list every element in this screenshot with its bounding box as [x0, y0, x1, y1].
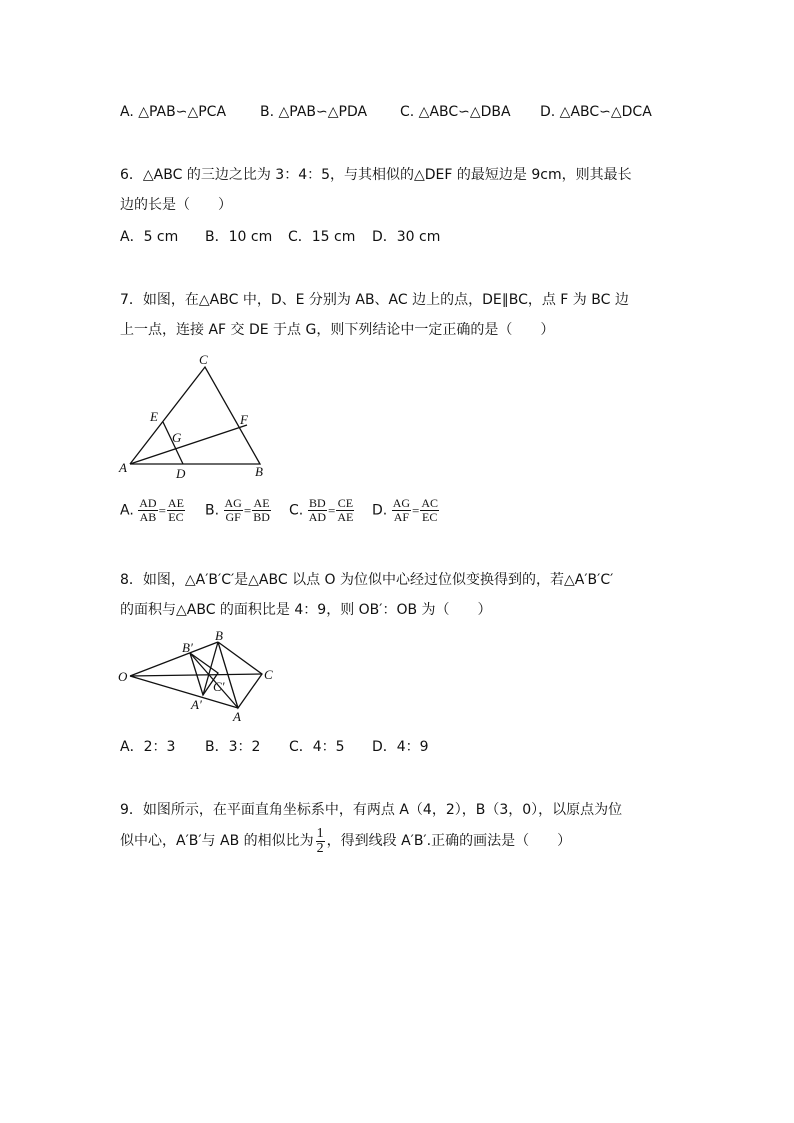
q6-text-line1: 6．△ABC 的三边之比为 3：4：5，与其相似的△DEF 的最短边是 9cm，则其最长: [120, 167, 632, 183]
half-fraction: $\frac{1}{2}$: [316, 825, 324, 856]
q6-option-c: C．15 cm: [288, 229, 356, 245]
q7-option-c: C. $\frac{BD}{AD}$ = $\frac{CE}{AE}$: [289, 496, 354, 524]
label-c: C: [199, 352, 208, 367]
q5-option-c: C. △ABC∽△DBA: [400, 104, 511, 120]
label-a-prime: A′: [191, 697, 202, 712]
label-b: B: [215, 628, 223, 643]
q7-option-d: D. $\frac{AG}{AF}$ = $\frac{AC}{EC}$: [372, 496, 439, 524]
label-g: G: [172, 430, 182, 445]
label-o: O: [118, 669, 128, 684]
segment-af: [130, 425, 247, 464]
q6-option-d: D．30 cm: [372, 229, 441, 245]
label-e: E: [150, 409, 158, 424]
q8-text-line2: 的面积与△ABC 的面积比是 4：9，则 OB′：OB 为（ ）: [120, 602, 492, 618]
label-b-prime: B′: [182, 640, 193, 655]
q5-option-a: A. △PAB∽△PCA: [120, 104, 227, 120]
q6-option-a: A．5 cm: [120, 229, 179, 245]
q8-text-line1: 8．如图，△A′B′C′是△ABC 以点 O 为位似中心经过位似变换得到的，若△A′B′C′: [120, 572, 614, 588]
q9-text-line1: 9．如图所示，在平面直角坐标系中，有两点 A（4，2），B（3，0），以原点为位: [120, 802, 623, 818]
label-d: D: [176, 466, 186, 480]
q7-option-b: B. $\frac{AG}{GF}$ = $\frac{AE}{BD}$: [205, 496, 270, 524]
q7-triangle-figure: [110, 350, 280, 480]
q6-option-b: B．10 cm: [205, 229, 273, 245]
q8-option-a: A．2：3: [120, 739, 176, 755]
label-c-prime: C′: [213, 679, 225, 694]
label-c: C: [264, 667, 273, 682]
q8-homothety-figure: [110, 625, 290, 725]
label-a: A: [119, 460, 127, 475]
label-a: A: [233, 709, 241, 724]
q8-option-c: C．4：5: [289, 739, 345, 755]
label-b: B: [255, 464, 263, 479]
q7-text-line2: 上一点，连接 AF 交 DE 于点 G，则下列结论中一定正确的是（ ）: [120, 322, 555, 338]
q8-option-d: D．4：9: [372, 739, 429, 755]
q9-text-line2: 似中心，A′B′与 AB 的相似比为 $\frac{1}{2}$ ，得到线段 A′B′.正确的画法是（ ）: [120, 825, 572, 856]
q5-option-d: D. △ABC∽△DCA: [540, 104, 652, 120]
q8-option-b: B．3：2: [205, 739, 261, 755]
q5-option-b: B. △PAB∽△PDA: [260, 104, 368, 120]
label-f: F: [240, 412, 248, 427]
q7-option-a: A. $\frac{AD}{AB}$ = $\frac{AE}{EC}$: [120, 496, 184, 524]
q7-text-line1: 7．如图，在△ABC 中，D、E 分别为 AB、AC 边上的点，DE∥BC，点 F 为 BC 边: [120, 292, 629, 308]
q6-text-line2: 边的长是（ ）: [120, 197, 232, 213]
